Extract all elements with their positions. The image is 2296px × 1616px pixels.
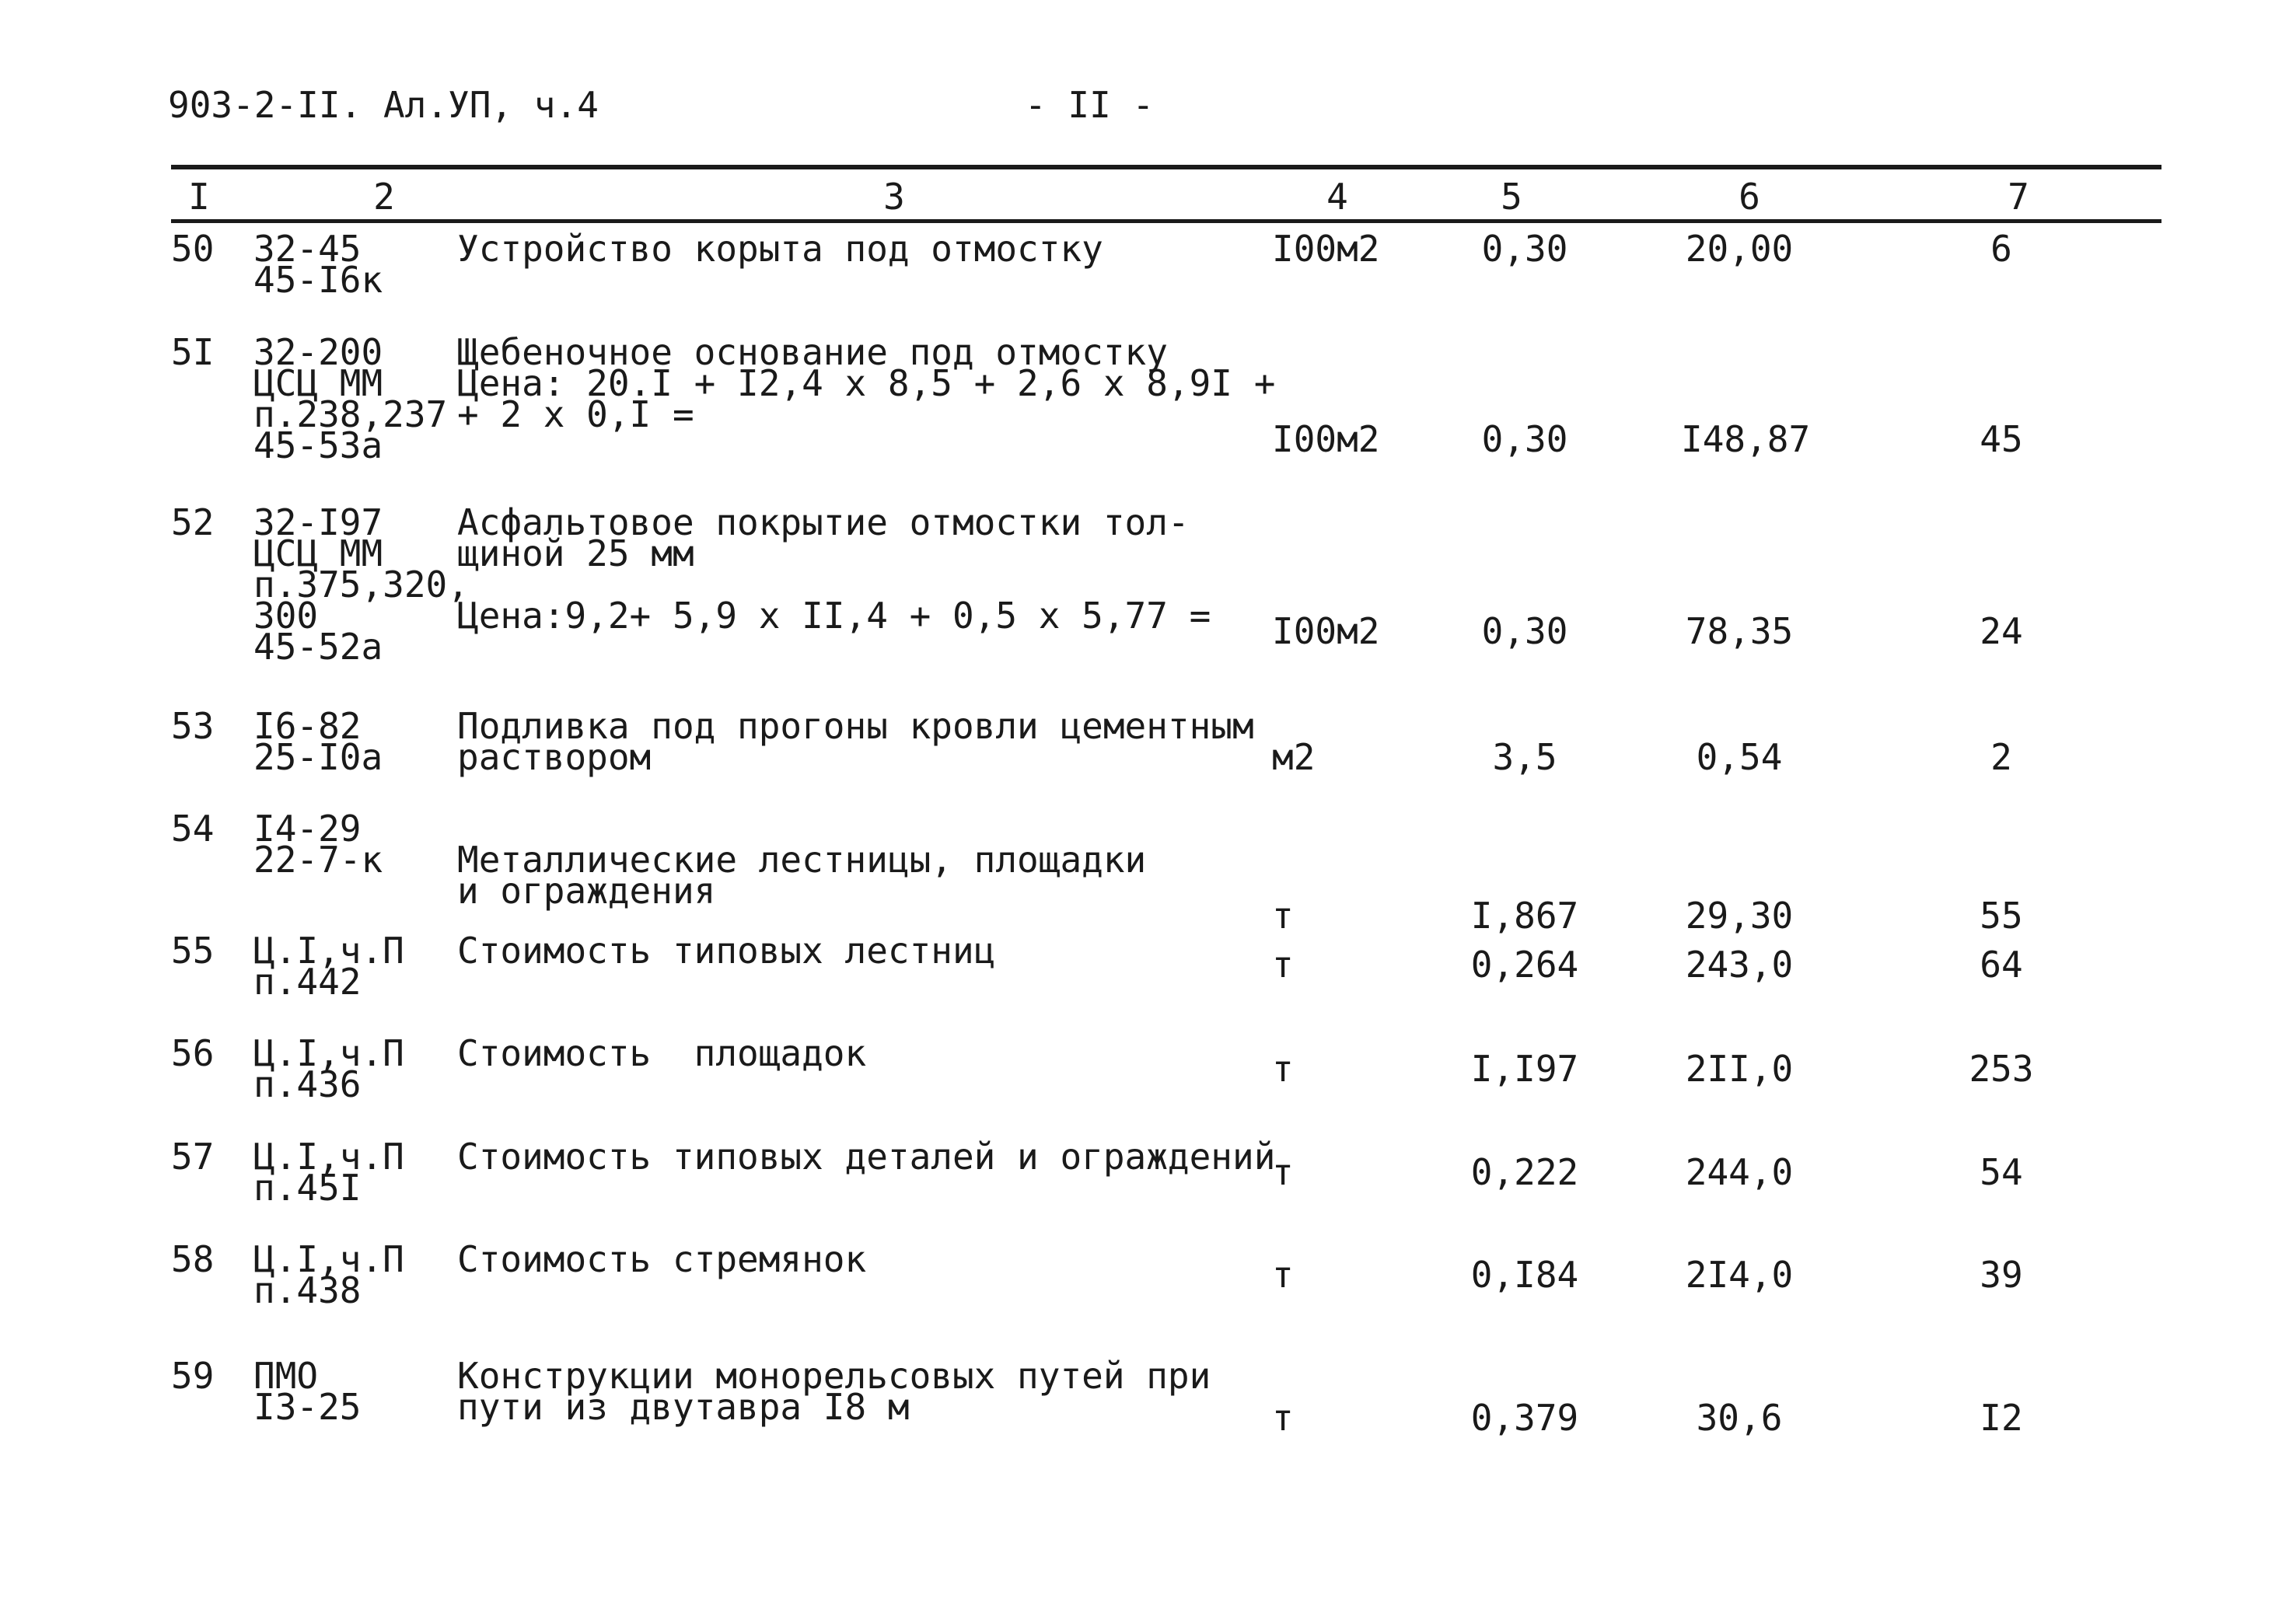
document-code: 903-2-II. Ал.УП, ч.4 xyxy=(168,84,599,126)
quantity-cell: 0,264 xyxy=(1470,944,1579,986)
norm-code-line: п.442 xyxy=(253,961,362,1003)
unit-cell: т xyxy=(1272,1397,1294,1439)
norm-code-line: 45-52а xyxy=(253,626,383,668)
total-cost-cell: 64 xyxy=(1980,944,2023,986)
work-description-line: щиной 25 мм xyxy=(457,532,694,574)
norm-code-line: ПМО xyxy=(253,1355,319,1397)
unit-cell: м2 xyxy=(1272,736,1316,778)
row-number: 59 xyxy=(171,1355,215,1397)
work-description-line: Цена:9,2+ 5,9 х II,4 + 0,5 х 5,77 = xyxy=(457,595,1211,637)
total-cost-cell: 2 xyxy=(1990,736,2012,778)
quantity-cell: I,I97 xyxy=(1470,1048,1579,1090)
header-bottom-rule xyxy=(171,219,2161,223)
norm-code-line: I3-25 xyxy=(253,1386,362,1428)
unit-price-cell: 29,30 xyxy=(1685,895,1794,937)
column-header-1: I xyxy=(188,176,210,218)
column-header-4: 4 xyxy=(1326,176,1348,218)
unit-cell: т xyxy=(1272,1254,1294,1296)
work-description-line: Стоимость стремянок xyxy=(457,1238,867,1280)
norm-code-line: 32-I97 xyxy=(253,501,383,543)
unit-price-cell: 2I4,0 xyxy=(1685,1254,1794,1296)
unit-cell: т xyxy=(1272,895,1294,937)
norm-code-line: 45-I6к xyxy=(253,259,383,301)
norm-code-line: 32-45 xyxy=(253,228,362,270)
work-description-line: Стоимость типовых лестниц xyxy=(457,930,996,972)
unit-price-cell: 243,0 xyxy=(1685,944,1794,986)
total-cost-cell: 253 xyxy=(1969,1048,2034,1090)
norm-code-line: п.438 xyxy=(253,1269,362,1311)
total-cost-cell: 55 xyxy=(1980,895,2023,937)
unit-cell: т xyxy=(1272,1151,1294,1193)
norm-code-line: Ц.I,ч.П xyxy=(253,1238,404,1280)
work-description-line: Металлические лестницы, площадки xyxy=(457,839,1147,881)
row-number: 55 xyxy=(171,930,215,972)
norm-code-line: п.375,320, xyxy=(253,564,469,606)
unit-price-cell: 0,54 xyxy=(1696,736,1783,778)
work-description-line: Стоимость типовых деталей и ограждений xyxy=(457,1136,1276,1178)
norm-code-line: I6-82 xyxy=(253,705,362,747)
row-number: 5I xyxy=(171,331,215,373)
row-number: 58 xyxy=(171,1238,215,1280)
unit-cell: т xyxy=(1272,1048,1294,1090)
norm-code-line: I4-29 xyxy=(253,808,362,850)
work-description-line: раствором xyxy=(457,736,652,778)
column-header-3: 3 xyxy=(883,176,905,218)
quantity-cell: 0,30 xyxy=(1481,228,1568,270)
work-description-line: Щебеночное основание под отмостку xyxy=(457,331,1168,373)
total-cost-cell: 24 xyxy=(1980,610,2023,652)
quantity-cell: 0,30 xyxy=(1481,610,1568,652)
quantity-cell: 3,5 xyxy=(1492,736,1557,778)
norm-code-line: 22-7-к xyxy=(253,839,383,881)
quantity-cell: 0,30 xyxy=(1481,418,1568,460)
column-header-2: 2 xyxy=(373,176,395,218)
work-description-line: Конструкции монорельсовых путей при xyxy=(457,1355,1211,1397)
row-number: 50 xyxy=(171,228,215,270)
column-header-5: 5 xyxy=(1501,176,1522,218)
unit-cell: I00м2 xyxy=(1272,418,1380,460)
quantity-cell: 0,I84 xyxy=(1470,1254,1579,1296)
total-cost-cell: 39 xyxy=(1980,1254,2023,1296)
total-cost-cell: 54 xyxy=(1980,1151,2023,1193)
norm-code-line: 25-I0а xyxy=(253,736,383,778)
work-description-line: Асфальтовое покрытие отмостки тол- xyxy=(457,501,1190,543)
total-cost-cell: 45 xyxy=(1980,418,2023,460)
norm-code-line: Ц.I,ч.П xyxy=(253,930,404,972)
work-description-line: пути из двутавра I8 м xyxy=(457,1386,910,1428)
column-header-7: 7 xyxy=(2008,176,2029,218)
row-number: 52 xyxy=(171,501,215,543)
work-description-line: и ограждения xyxy=(457,870,716,912)
norm-code-line: п.436 xyxy=(253,1063,362,1105)
row-number: 57 xyxy=(171,1136,215,1178)
norm-code-line: п.238,237 xyxy=(253,393,448,435)
unit-price-cell: I48,87 xyxy=(1681,418,1811,460)
unit-price-cell: 2II,0 xyxy=(1685,1048,1794,1090)
unit-cell: I00м2 xyxy=(1272,610,1380,652)
norm-code-line: 32-200 xyxy=(253,331,383,373)
norm-code-line: Ц.I,ч.П xyxy=(253,1136,404,1178)
unit-price-cell: 30,6 xyxy=(1696,1397,1783,1439)
norm-code-line: ЦСЦ ММ xyxy=(253,362,383,404)
norm-code-line: п.45I xyxy=(253,1167,362,1209)
norm-code-line: 300 xyxy=(253,595,319,637)
column-header-6: 6 xyxy=(1739,176,1760,218)
work-description-line: Устройство корыта под отмостку xyxy=(457,228,1103,270)
unit-price-cell: 20,00 xyxy=(1685,228,1794,270)
unit-price-cell: 78,35 xyxy=(1685,610,1794,652)
row-number: 54 xyxy=(171,808,215,850)
unit-cell: т xyxy=(1272,944,1294,986)
norm-code-line: 45-53а xyxy=(253,424,383,466)
work-description-line: Стоимость площадок xyxy=(457,1032,867,1074)
total-cost-cell: I2 xyxy=(1980,1397,2023,1439)
quantity-cell: I,867 xyxy=(1470,895,1579,937)
page-number: - II - xyxy=(1025,84,1155,126)
work-description-line: Подливка под прогоны кровли цементным xyxy=(457,705,1254,747)
row-number: 53 xyxy=(171,705,215,747)
total-cost-cell: 6 xyxy=(1990,228,2012,270)
work-description-line: + 2 х 0,I = xyxy=(457,393,694,435)
table-top-rule xyxy=(171,165,2161,169)
row-number: 56 xyxy=(171,1032,215,1074)
norm-code-line: Ц.I,ч.П xyxy=(253,1032,404,1074)
norm-code-line: ЦСЦ ММ xyxy=(253,532,383,574)
work-description-line: Цена: 20.I + I2,4 х 8,5 + 2,6 х 8,9I + xyxy=(457,362,1276,404)
quantity-cell: 0,222 xyxy=(1470,1151,1579,1193)
quantity-cell: 0,379 xyxy=(1470,1397,1579,1439)
unit-price-cell: 244,0 xyxy=(1685,1151,1794,1193)
unit-cell: I00м2 xyxy=(1272,228,1380,270)
